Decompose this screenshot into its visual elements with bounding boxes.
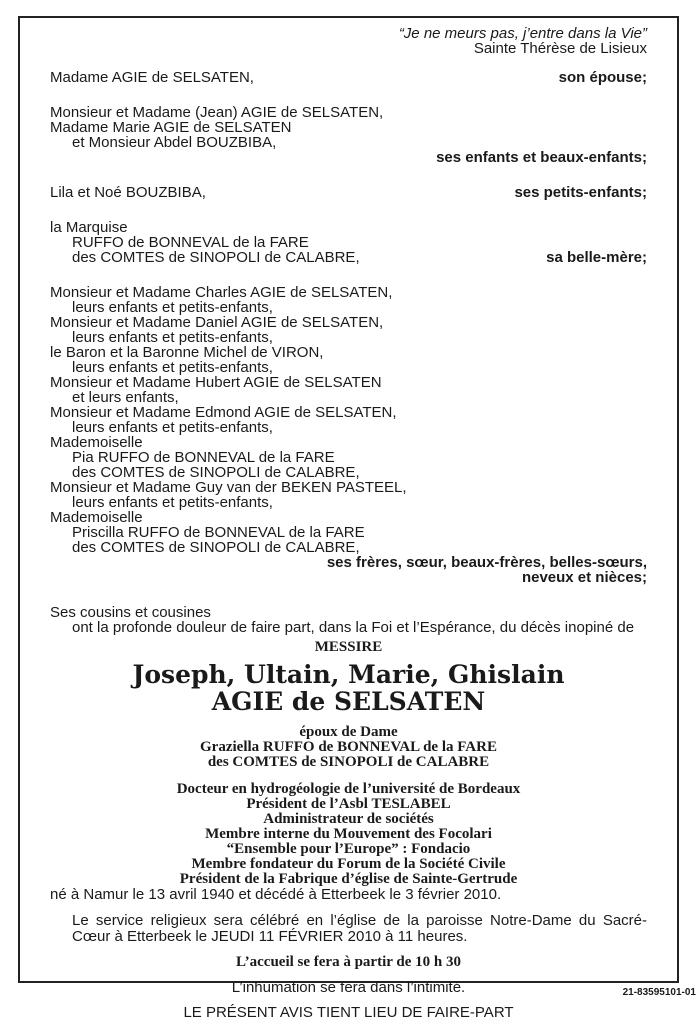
title-line-7: Président de la Fabrique d’église de Sainte-Gertrude [179,871,518,887]
notice-text: LE PRÉSENT AVIS TIENT LIEU DE FAIRE-PART [183,1004,514,1021]
sibling-line: le Baron et la Baronne Michel de VIRON, [50,344,324,361]
spouse-of-line-1: époux de Dame [299,724,398,740]
spouse-of-line-3: des COMTES de SINOPOLI de CALABRE [207,754,490,770]
sibling-line: Monsieur et Madame Guy van der BEKEN PASTEEL, [50,479,407,496]
spouse-name: Madame AGIE de SELSATEN, [50,69,254,86]
honorific-title: MESSIRE [314,639,383,655]
sibling-line: leurs enfants et petits-enfants, [72,419,273,436]
sibling-line: leurs enfants et petits-enfants, [72,299,273,316]
siblings-role-1: ses frères, sœur, beaux-frères, belles-sœurs, [326,554,647,571]
sibling-line: Monsieur et Madame Charles AGIE de SELSATEN, [50,284,393,301]
service-text: Le service religieux sera célébré en l’église de la paroisse Notre-Dame du Sacré-Cœur à Etterbeek le JEUDI 11 FÉVRIER 2010 à 11 heures. [72,912,647,945]
sibling-line: Priscilla RUFFO de BONNEVAL de la FARE [72,524,365,541]
burial-text: L’inhumation se fera dans l’intimité. [231,979,466,996]
spouse-of-line-2: Graziella RUFFO de BONNEVAL de la FARE [200,739,497,755]
sibling-line: Mademoiselle [50,434,143,451]
sibling-line: Pia RUFFO de BONNEVAL de la FARE [72,449,335,466]
title-line-3: Administrateur de sociétés [263,811,434,827]
sibling-line: leurs enfants et petits-enfants, [72,494,273,511]
siblings-block [50,285,647,555]
spouse-of-block [50,725,647,770]
children-role: ses enfants et beaux-enfants; [436,149,647,166]
sibling-line: Monsieur et Madame Edmond AGIE de SELSATEN, [50,404,397,421]
announce-text: ont la profonde douleur de faire part, dans la Foi et l’Espérance, du décès inopiné de [72,619,635,636]
welcome-text: L’accueil se fera à partir de 10 h 30 [236,954,461,970]
title-line-1: Docteur en hydrogéologie de l’université de Bordeaux [176,781,521,797]
obituary-content [50,26,647,1020]
mother-in-law-house: des COMTES de SINOPOLI de CALABRE, [72,249,360,266]
sibling-line: des COMTES de SINOPOLI de CALABRE, [72,464,360,481]
birth-death-text: né à Namur le 13 avril 1940 et décédé à Etterbeek le 3 février 2010. [50,886,502,903]
deceased-surname: AGIE de SELSATEN [211,687,486,716]
sibling-line: leurs enfants et petits-enfants, [72,329,273,346]
spouse-role: son épouse; [558,69,647,86]
siblings-role-2: neveux et nièces; [521,569,647,586]
children-line-1: Monsieur et Madame (Jean) AGIE de SELSATEN, [50,104,384,121]
children-line-2: Madame Marie AGIE de SELSATEN [50,119,292,136]
reference-number: 21-83595101-01 [622,987,696,998]
titles-block [50,782,647,887]
spouse-line [50,70,647,85]
deceased-first-names: Joseph, Ultain, Marie, Ghislain [132,660,565,689]
mother-in-law-line-1: la Marquise [50,219,128,236]
sibling-line: leurs enfants et petits-enfants, [72,359,273,376]
cousins-line: Ses cousins et cousines [50,604,211,621]
mother-in-law-block [50,220,647,265]
title-line-6: Membre fondateur du Forum de la Société Civile [191,856,506,872]
grandchildren-role: ses petits-enfants; [514,184,647,201]
sibling-line: Mademoiselle [50,509,143,526]
children-block [50,105,647,165]
sibling-line: Monsieur et Madame Hubert AGIE de SELSATEN [50,374,382,391]
quote-source: Sainte Thérèse de Lisieux [473,40,647,57]
sibling-line: des COMTES de SINOPOLI de CALABRE, [72,539,360,556]
mother-in-law-line-3 [50,250,647,265]
sibling-line: Monsieur et Madame Daniel AGIE de SELSATEN, [50,314,384,331]
children-line-3: et Monsieur Abdel BOUZBIBA, [72,134,277,151]
quote-text: “Je ne meurs pas, j’entre dans la Vie” [398,25,647,42]
title-line-5: “Ensemble pour l’Europe” : Fondacio [226,841,471,857]
title-line-2: Président de l’Asbl TESLABEL [246,796,451,812]
sibling-line: et leurs enfants, [72,389,179,406]
title-line-4: Membre interne du Mouvement des Focolari [205,826,492,842]
mother-in-law-role: sa belle-mère; [546,249,647,266]
grandchildren-line [50,185,647,200]
mother-in-law-line-2: RUFFO de BONNEVAL de la FARE [72,234,309,251]
grandchildren-name: Lila et Noé BOUZBIBA, [50,184,206,201]
